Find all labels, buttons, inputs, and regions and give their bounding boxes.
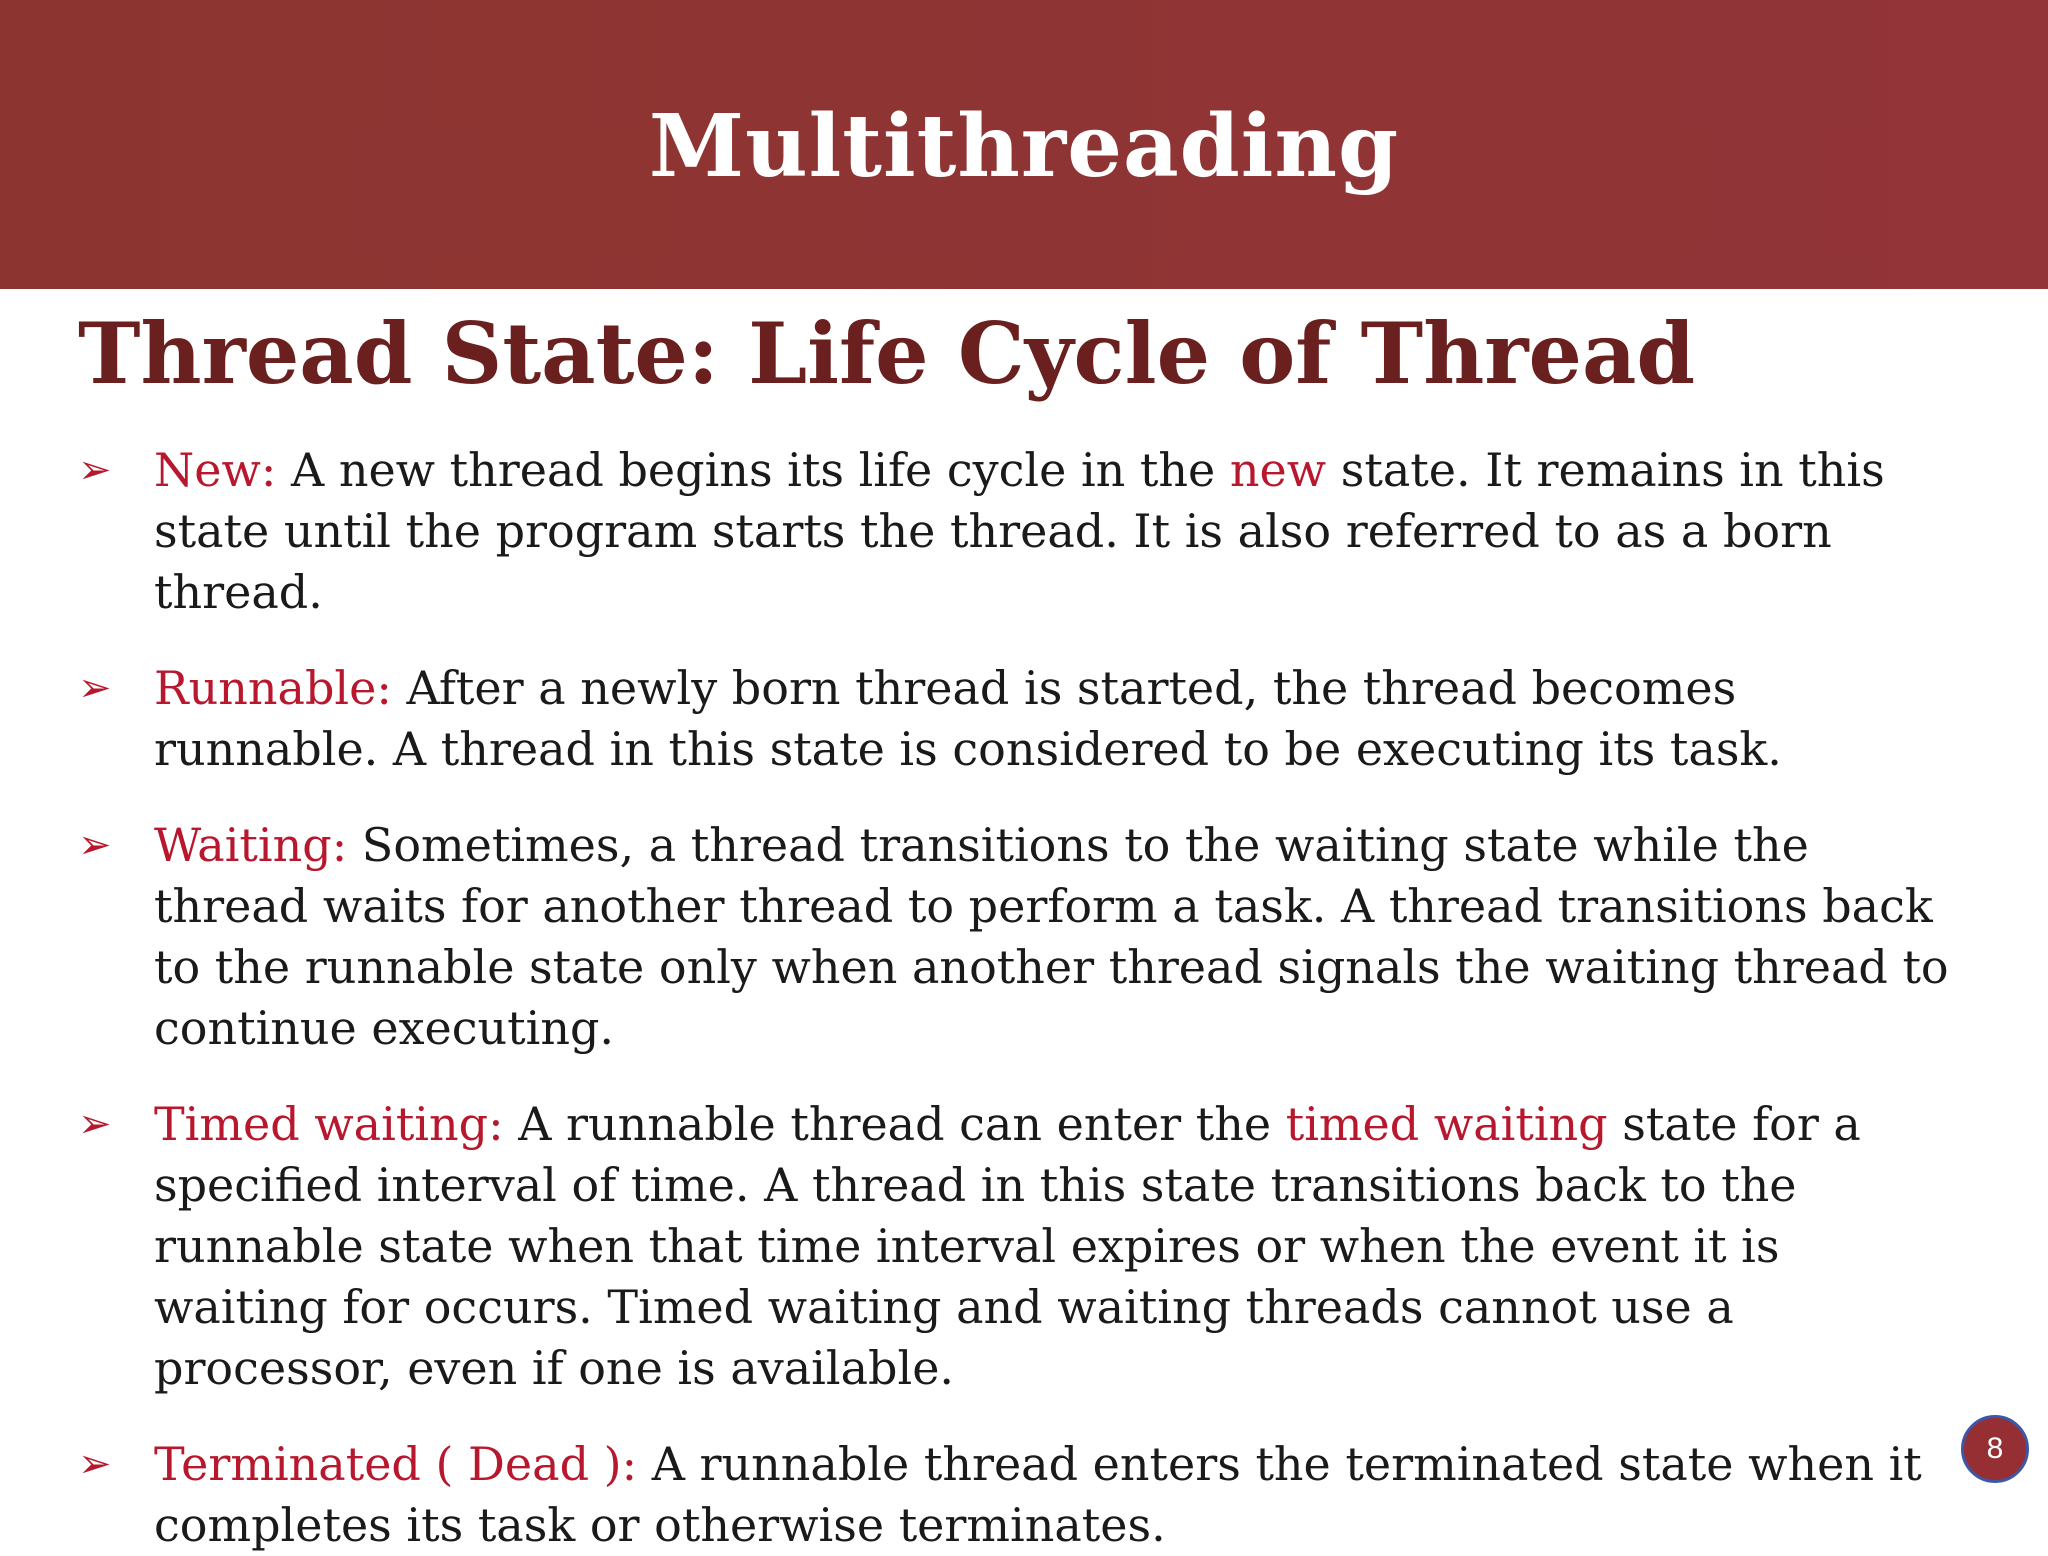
header-band [0, 0, 2048, 289]
bullet-text: A runnable thread can enter the [503, 1097, 1286, 1151]
bullet-term: Timed waiting: [154, 1097, 504, 1151]
bullet-text: continue executing. [154, 1001, 615, 1055]
bullet-text: A new thread begins its life cycle in the [276, 443, 1230, 497]
bullet-text: Sometimes, a thread transitions to the waiting state while the [347, 818, 1809, 872]
bullet-runnable-line-1 [154, 658, 1978, 719]
bullet-term: New: [154, 443, 277, 497]
bullet-text: completes its task or otherwise terminates. [154, 1498, 1166, 1552]
bullet-text: runnable state when that time interval expires or when the event it is [154, 1219, 1780, 1273]
bullet-text: After a newly born thread is started, the thread becomes [391, 661, 1737, 715]
bullet-text: thread waits for another thread to perform a task. A thread transitions back [154, 879, 1933, 933]
inline-highlight: new [1229, 443, 1327, 497]
bullet-text: A runnable thread enters the terminated state when it [637, 1437, 1922, 1491]
arrowhead-icon: ➢ [78, 665, 112, 711]
bullet-text: state for a [1607, 1097, 1861, 1151]
bullet-waiting [78, 815, 1978, 1059]
page-number-badge: 8 [1961, 1415, 2029, 1483]
bullet-text: state until the program starts the thread. It is also referred to as a born [154, 504, 1832, 558]
slide-title: Thread State: Life Cycle of Thread [78, 304, 1696, 403]
bullet-text: state. It remains in this [1326, 443, 1885, 497]
arrowhead-icon: ➢ [78, 1441, 112, 1487]
bullet-terminated-line-1 [154, 1434, 1978, 1495]
bullet-waiting-line-1 [154, 815, 1978, 876]
bullet-runnable [78, 658, 1978, 780]
bullet-new-line-1 [154, 440, 1978, 501]
bullet-new [78, 440, 1978, 623]
bullet-text: to the runnable state only when another thread signals the waiting thread to [154, 940, 1949, 994]
inline-highlight: timed waiting [1285, 1097, 1608, 1151]
bullet-text: specified interval of time. A thread in this state transitions back to the [154, 1158, 1797, 1212]
bullet-text: runnable. A thread in this state is considered to be executing its task. [154, 722, 1782, 776]
bullet-terminated [78, 1434, 1978, 1556]
arrowhead-icon: ➢ [78, 1101, 112, 1147]
arrowhead-icon: ➢ [78, 447, 112, 493]
bullet-list [78, 440, 1978, 1556]
bullet-text: waiting for occurs. Timed waiting and waiting threads cannot use a [154, 1280, 1734, 1334]
bullet-term: Waiting: [154, 818, 348, 872]
bullet-text: thread. [154, 565, 323, 619]
bullet-timed-line-1 [154, 1094, 1978, 1155]
bullet-term: Runnable: [154, 661, 392, 715]
bullet-text: processor, even if one is available. [154, 1341, 955, 1395]
bullet-timed-waiting [78, 1094, 1978, 1399]
header-title: Multithreading [648, 96, 1400, 197]
arrowhead-icon: ➢ [78, 822, 112, 868]
bullet-term: Terminated ( Dead ): [154, 1437, 638, 1491]
